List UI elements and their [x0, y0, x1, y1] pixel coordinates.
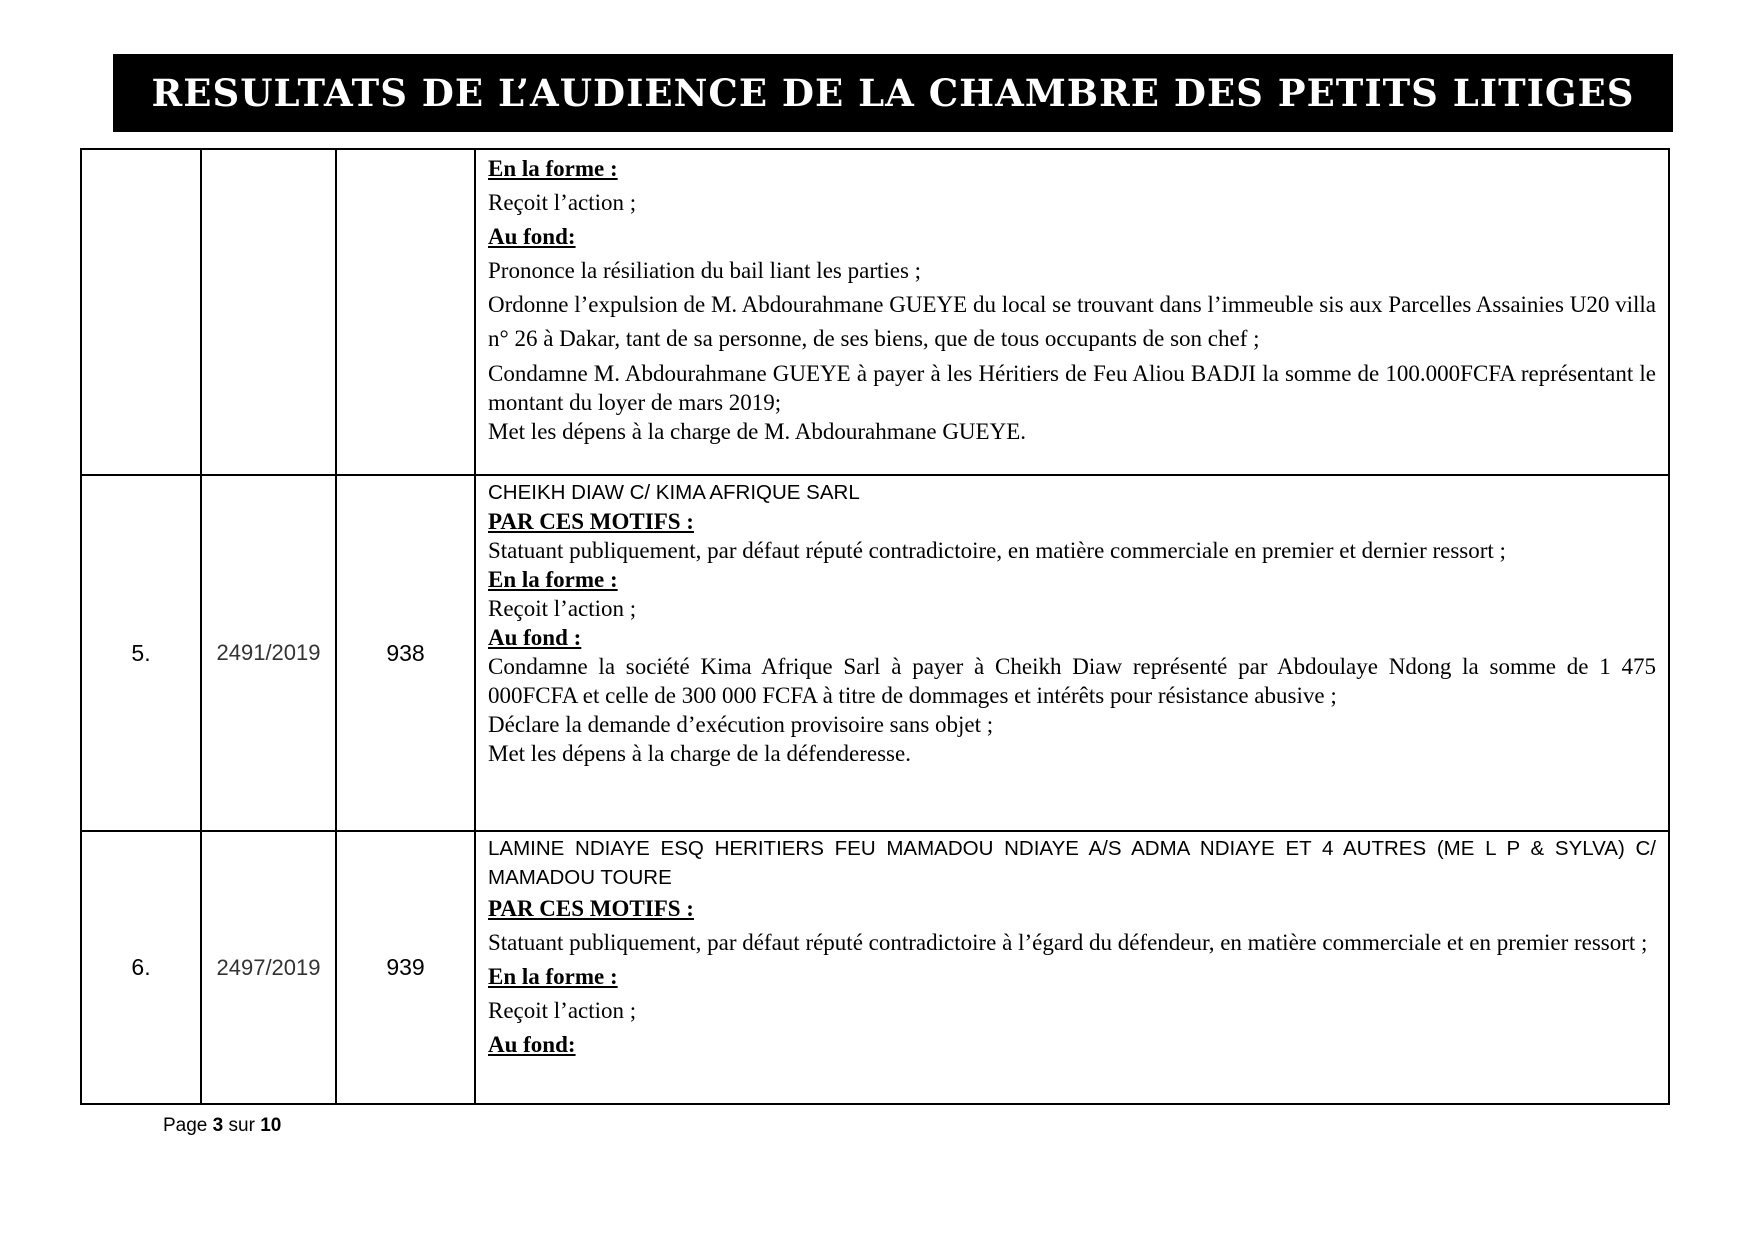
- section-heading: En la forme :: [488, 156, 618, 181]
- case-number-cell: 6.: [81, 831, 201, 1104]
- section-heading: PAR CES MOTIFS :: [488, 896, 694, 921]
- case-number-cell: 5.: [81, 475, 201, 831]
- decision-line: Condamne la société Kima Afrique Sarl à payer à Cheikh Diaw représenté par Abdoulaye Ndong la somme de 1 475 000FCFA et celle de 300 000 FCFA à titre de dommages et intérêts pour résistance abusive ;: [488, 654, 1656, 708]
- decision-line: Prononce la résiliation du bail liant les parties ;: [488, 258, 922, 283]
- decision-line: Reçoit l’action ;: [488, 998, 637, 1023]
- judgment-number-cell: 938: [336, 475, 475, 831]
- page-title: RESULTATS DE L’AUDIENCE DE LA CHAMBRE DES PETITS LITIGES: [151, 71, 1635, 115]
- table-row: [81, 149, 1669, 475]
- parties-line: CHEIKH DIAW C/ KIMA AFRIQUE SARL: [488, 481, 860, 504]
- section-heading: PAR CES MOTIFS :: [488, 509, 694, 534]
- results-table: [80, 148, 1670, 1105]
- section-heading: Au fond:: [488, 1032, 576, 1057]
- judgment-number-cell: [336, 149, 475, 475]
- section-heading: Au fond :: [488, 625, 582, 650]
- decision-cell: [475, 149, 1669, 475]
- decision-line: Statuant publiquement, par défaut réputé contradictoire à l’égard du défendeur, en matière commerciale et en premier ressort ;: [488, 930, 1648, 955]
- page-separator: sur: [228, 1115, 255, 1136]
- page-total: 10: [260, 1115, 282, 1136]
- decision-line: Met les dépens à la charge de la défenderesse.: [488, 741, 911, 766]
- decision-line: Ordonne l’expulsion de M. Abdourahmane GUEYE du local se trouvant dans l’immeuble sis aux Parcelles Assainies U20 villa n° 26 à Dakar, tant de sa personne, de ses biens, que de tous occupants de son chef ;: [488, 292, 1656, 351]
- title-banner: [113, 54, 1673, 132]
- case-number-cell: [81, 149, 201, 475]
- decision-line: Statuant publiquement, par défaut réputé contradictoire, en matière commerciale en premier et dernier ressort ;: [488, 538, 1506, 563]
- section-heading: En la forme :: [488, 964, 618, 989]
- rg-number-cell: 2491/2019: [201, 475, 336, 831]
- page-footer: [163, 1115, 281, 1137]
- decision-cell: [475, 475, 1669, 831]
- rg-number-cell: 2497/2019: [201, 831, 336, 1104]
- decision-line: Condamne M. Abdourahmane GUEYE à payer à les Héritiers de Feu Aliou BADJI la somme de 100.000FCFA représentant le montant du loyer de mars 2019;: [488, 361, 1656, 415]
- decision-text: [488, 476, 1656, 768]
- decision-line: Déclare la demande d’exécution provisoire sans objet ;: [488, 712, 994, 737]
- table-row: [81, 475, 1669, 831]
- parties-line: LAMINE NDIAYE ESQ HERITIERS FEU MAMADOU NDIAYE A/S ADMA NDIAYE ET 4 AUTRES (ME L P & SYLVA) C/ MAMADOU TOURE: [488, 837, 1656, 889]
- decision-line: Reçoit l’action ;: [488, 596, 637, 621]
- section-heading: En la forme :: [488, 567, 618, 592]
- judgment-number-cell: 939: [336, 831, 475, 1104]
- decision-text: [488, 832, 1656, 1062]
- decision-text: [488, 150, 1656, 446]
- section-heading: Au fond:: [488, 224, 576, 249]
- decision-line: Reçoit l’action ;: [488, 190, 637, 215]
- decision-cell: [475, 831, 1669, 1104]
- decision-line: Met les dépens à la charge de M. Abdourahmane GUEYE.: [488, 419, 1026, 444]
- page-label: Page: [163, 1115, 208, 1136]
- page-number: 3: [212, 1115, 224, 1136]
- rg-number-cell: [201, 149, 336, 475]
- table-row: [81, 831, 1669, 1104]
